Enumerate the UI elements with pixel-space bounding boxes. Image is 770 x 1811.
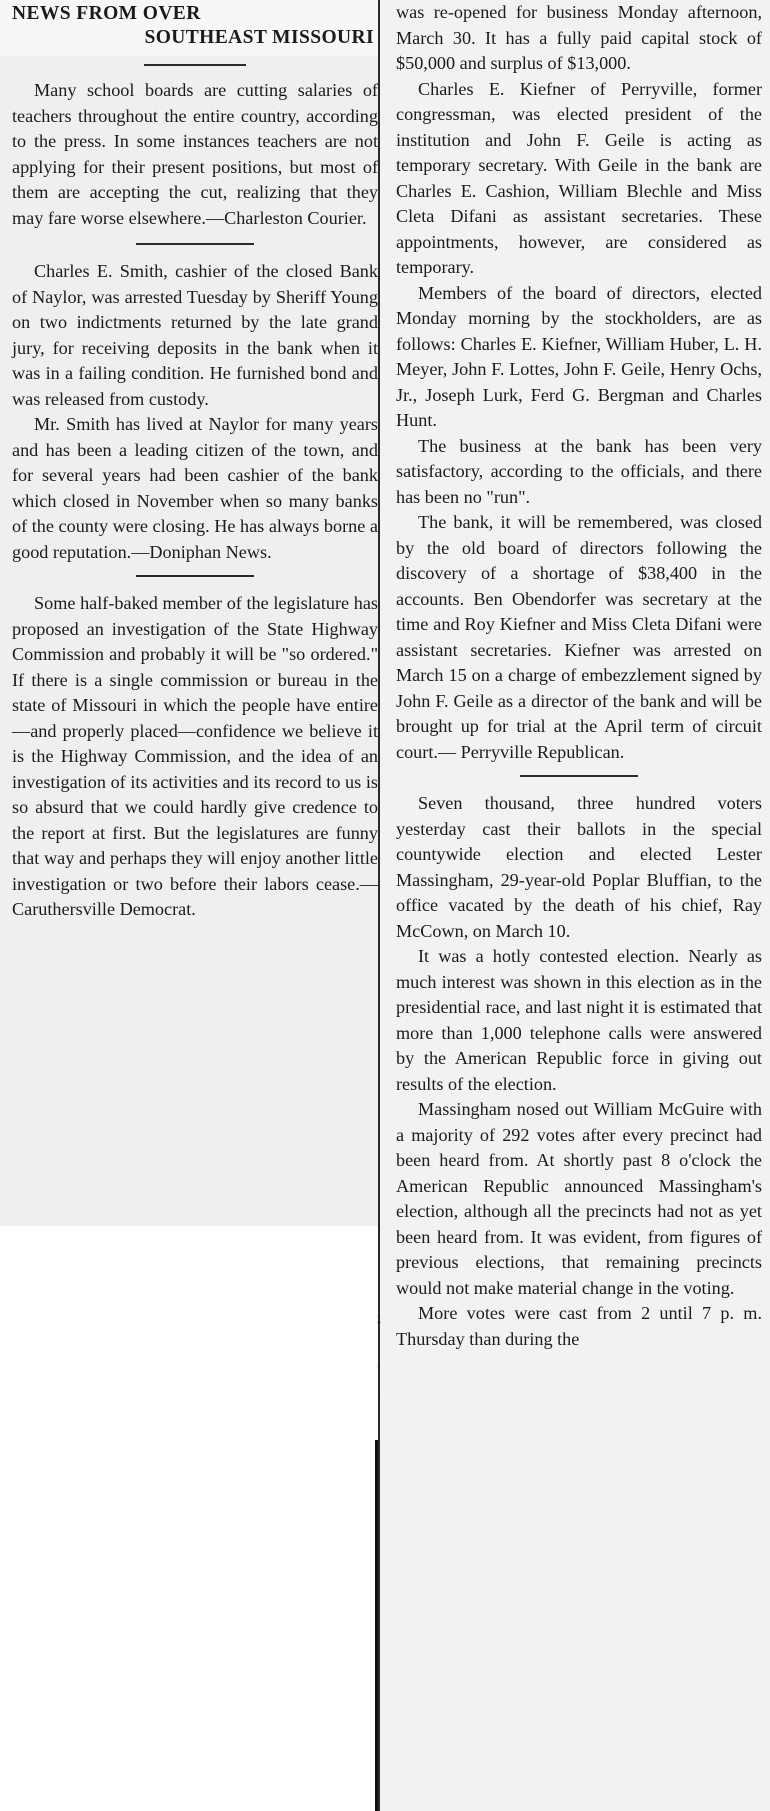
- section-rule: [136, 243, 254, 245]
- article-highway-commission: Some half-baked member of the legislature has proposed an investigation of the State Highway Commission and probably it will be "so ordered." If there is a single commission or bureau in the state of Missouri in which the people have entire —and properly placed—confidence we believe it is the Highway Commission, and the idea of an investigation of its activities and its record to us is so absurd that we could hardly give credence to the report at first. But the legislatures are funny that way and perhaps they will enjoy another little investigation or two before their labors cease.—Caruthersville Democrat.: [12, 593, 378, 919]
- article-bank-directors: Members of the board of directors, elected Monday morning by the stockholders, are as follows: Charles E. Kiefner, William Huber, L. H. Meyer, John F. Lottes, John F. Geile, Henry Ochs, Jr., Joseph Lurk, Ferd G. Bergman and Charles Hunt.: [396, 282, 762, 430]
- right-column: [396, 0, 762, 1352]
- blank-area: [0, 1226, 376, 1811]
- headline-block: [0, 0, 378, 56]
- section-rule: [144, 64, 246, 66]
- article-bank-officers: Charles E. Kiefner of Perryville, former congressman, was elected president of the institution and John F. Geile is acting as temporary secretary. With Geile in the bank are Charles E. Cashion, William Blechle and Miss Cleta Difani as assistant secretaries. These appointments, however, are considered as temporary.: [396, 78, 762, 277]
- article-election-result: Massingham nosed out William McGuire with a majority of 292 votes after every precinct had been heard from. At shortly past 8 o'clock the American Republic announced Massingham's election, although all the precincts had not as yet been heard from. It was evident, from figures of previous elections, that remaining precincts would not make material change in the voting.: [396, 1099, 762, 1298]
- column-divider: [378, 0, 380, 1811]
- section-rule: [136, 575, 254, 577]
- article-election: Seven thousand, three hundred voters yesterday cast their ballots in the special countywide election and elected Lester Massingham, 29-year-old Poplar Bluffian, to the office vacated by the death of his chief, Ray McCown, on March 10.: [396, 793, 762, 941]
- article-bank-of-naylor: Charles E. Smith, cashier of the closed Bank of Naylor, was arrested Tuesday by Sheriff Young on two indictments returned by the late grand jury, for receiving deposits in the bank when it was in a failing condition. He furnished bond and was released from custody.: [12, 261, 378, 409]
- headline-line-2: SOUTHEAST MISSOURI: [144, 27, 374, 48]
- column-divider-heavy: [375, 1440, 378, 1811]
- headline-line-1: NEWS FROM OVER: [12, 3, 201, 24]
- article-bank-business: The business at the bank has been very satisfactory, according to the officials, and there has been no "run".: [396, 435, 762, 507]
- section-rule: [520, 775, 638, 777]
- article-election-interest: It was a hotly contested election. Nearly as much interest was shown in this election as in the presidential race, and last night it is estimated that more than 1,000 telephone calls were answered by the American Republic force in giving out results of the election.: [396, 946, 762, 1094]
- article-bank-closure: The bank, it will be remembered, was closed by the old board of directors following the discovery of a shortage of $38,400 in the accounts. Ben Obendorfer was secretary at the time and Roy Kiefner and Miss Cleta Difani were assistant secretaries. Kiefner was arrested on March 15 on a charge of embezzlement signed by John F. Geile as a director of the bank and will be brought up for trial at the April term of circuit court.— Perryville Republican.: [396, 512, 762, 762]
- edge-mark: ,: [377, 1353, 381, 1369]
- left-column: [12, 0, 378, 923]
- edge-mark: ı: [377, 1311, 382, 1327]
- article-school-boards: Many school boards are cutting salaries of teachers throughout the entire country, according to the press. In some instances teachers are not applying for their present positions, but most of them are accepting the cut, realizing that they may fare worse elsewhere.—Charleston Courier.: [12, 80, 378, 228]
- article-bank-reopened: was re-opened for business Monday afternoon, March 30. It has a fully paid capital stock of $50,000 and surplus of $13,000.: [396, 2, 762, 73]
- edge-mark: :: [377, 1387, 382, 1403]
- article-bank-of-naylor-continued: Mr. Smith has lived at Naylor for many years and has been a leading citizen of the town, and for several years had been cashier of the bank which closed in November when so many banks of the county were closing. He has always borne a good reputation.—Doniphan News.: [12, 414, 378, 562]
- article-election-votes: More votes were cast from 2 until 7 p. m. Thursday than during the: [396, 1303, 762, 1349]
